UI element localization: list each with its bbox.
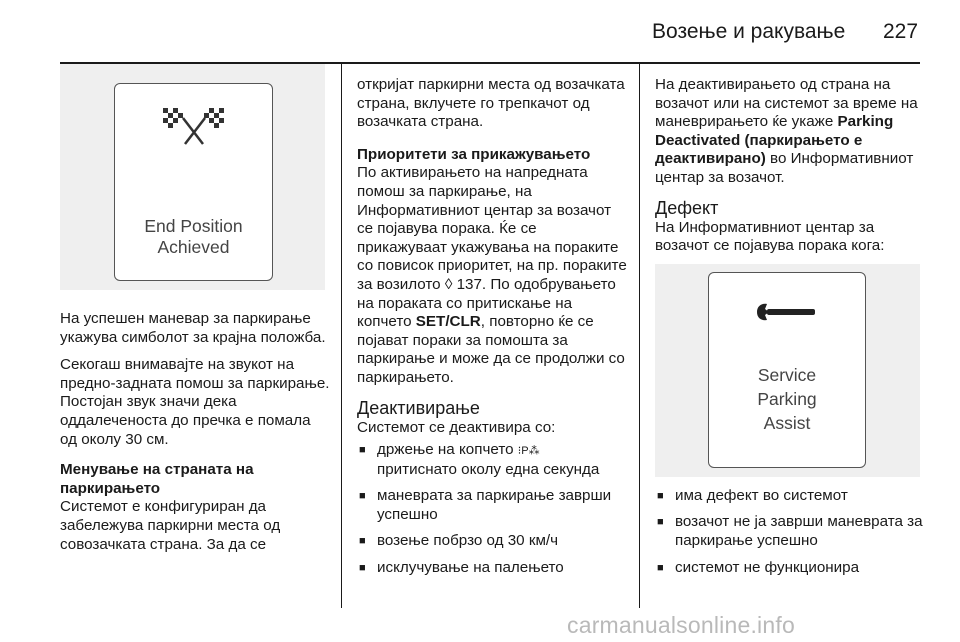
- service-parking-assist-illustration: [655, 264, 920, 477]
- paragraph: На Информативниот центар за возачот се појавува порака кога:: [655, 218, 885, 255]
- paragraph: [655, 76, 923, 188]
- heading-fault: Дефект: [655, 197, 719, 218]
- parking-assist-button-icon: ⁝P⁂: [517, 445, 540, 458]
- subheading-menu: Менување на страната на паркирањето: [60, 461, 254, 497]
- text: По одобрувањето на пораката со притискање на копчето: [357, 275, 616, 331]
- list-item: ■ има дефект во системот: [655, 487, 923, 506]
- end-position-illustration: [60, 64, 325, 290]
- paragraph: Системот е конфигуриран да забележува паркирни места од совозачката страна. За да се: [60, 498, 281, 553]
- checkered-flags-icon: [157, 106, 231, 146]
- service-line2: Parking: [757, 388, 817, 409]
- end-position-line2: Achieved: [157, 237, 230, 257]
- list-item: ■ системот не функционира: [655, 559, 923, 578]
- paragraph: Секогаш внимавајте на звукот на предно-задната помош за паркирање. Постојан звук значи дека оддалеченоста до пречка е помала од околу 30 см.: [60, 356, 330, 448]
- page-reference: 137.: [452, 275, 487, 293]
- page-header-title: Возење и ракување: [652, 20, 846, 43]
- paragraph: [357, 164, 629, 387]
- service-line1: Service: [757, 364, 817, 385]
- page-reference-icon: ◊: [444, 275, 453, 293]
- wrench-icon: [755, 301, 819, 323]
- service-parking-assist-display: [708, 272, 866, 468]
- column-divider-1: [341, 64, 342, 608]
- column-1: [60, 64, 330, 563]
- list-item: ■ возење побрзо од 30 км/ч: [357, 532, 629, 551]
- deactivation-list: [357, 441, 629, 578]
- page-number: 227: [883, 20, 919, 43]
- service-line3: Assist: [763, 412, 811, 433]
- end-position-line1: End Position: [144, 216, 243, 236]
- text: држење на копчето: [377, 441, 518, 459]
- column-3: [655, 76, 923, 585]
- paragraph: На успешен маневар за паркирање укажува симболот за крајна положба.: [60, 310, 326, 346]
- list-item: ■ маневрата за паркирање заврши успешно: [357, 487, 629, 524]
- text: притиснато околу една секунда: [377, 460, 600, 478]
- paragraph: Системот се деактивира со:: [357, 418, 556, 436]
- text: По активирањето на напредната помош за паркирање, на Информативниот центар за возачот се појавува порака. Ќе се прикажуваат укажувања на пораките со повисок приоритет, на пр. пораките за возилото: [357, 164, 627, 293]
- watermark: carmanualsonline.info: [567, 612, 795, 638]
- paragraph: откријат паркирни места од возачката страна, вклучете го трепкачот од возачката страна.: [357, 76, 625, 131]
- list-item: ■ исклучување на палењето: [357, 559, 629, 578]
- column-divider-2: [639, 64, 640, 608]
- list-item: ■ возачот не ја заврши маневрата за паркирање успешно: [655, 513, 923, 550]
- text: , повторно ќе се појават пораки за помошта за паркирање и може да се продолжи со паркирањето.: [357, 313, 625, 386]
- heading-deactivation: Деактивирање: [357, 397, 480, 418]
- fault-list: [655, 487, 923, 577]
- end-position-display: [114, 83, 273, 281]
- text: На деактивирањето од страна на возачот или на системот за време на маневрирањето ќе укаже: [655, 76, 918, 131]
- parking-deactivated-message: Parking Deactivated (паркирањето е деактивирано): [655, 113, 894, 168]
- text: во Информативниот центар за возачот.: [655, 150, 914, 186]
- column-2: [357, 76, 629, 586]
- set-clr-button-label: SET/CLR: [415, 313, 481, 331]
- subheading-priority: Приоритети за прикажувањето: [357, 145, 591, 163]
- list-item: [357, 441, 629, 479]
